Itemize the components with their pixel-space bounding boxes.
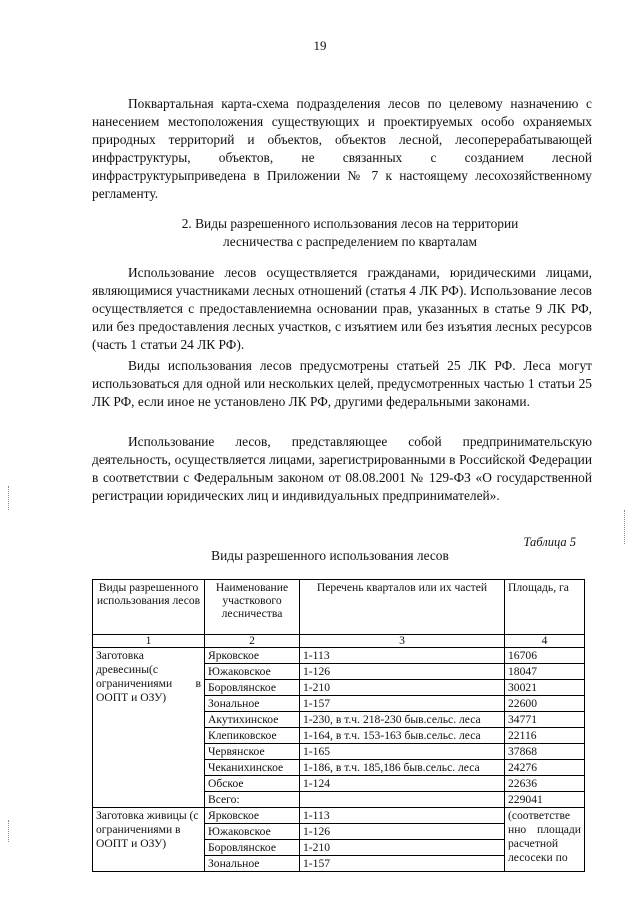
area-cell: 34771 (505, 712, 585, 728)
area-cell: 18047 (505, 664, 585, 680)
scan-margin-mark (8, 820, 11, 842)
column-number: 2 (205, 635, 300, 648)
column-number: 3 (300, 635, 505, 648)
forestry-cell: Ярковское (205, 648, 300, 664)
paragraph-forest-use: Использование лесов осуществляется гражданами, юридическими лицами, являющимися участниками лесных отношений (статья 4 ЛК РФ). Использование лесов осуществляется с предоставлениемна основании прав, указанных в статье 9 ЛК РФ, или без предоставления лесных участков, с изъятием или без изъятия лесных ресурсов (часть 1 статьи 24 ЛК РФ). (92, 265, 592, 352)
forest-use-table (92, 579, 585, 872)
table-title: Виды разрешенного использования лесов (211, 548, 449, 563)
forestry-cell: Акутихинское (205, 712, 300, 728)
column-number-row (93, 635, 585, 648)
quarters-cell: 1-210 (300, 680, 505, 696)
table-row (93, 648, 585, 664)
area-cell: 22116 (505, 728, 585, 744)
header-use-type: Виды разрешенного использования лесов (93, 580, 205, 635)
quarters-cell: 1-186, в т.ч. 185,186 быв.сельс. леса (300, 760, 505, 776)
quarters-cell: 1-210 (300, 840, 505, 856)
table-label: Таблица 5 (523, 535, 576, 549)
total-area-cell: 229041 (505, 792, 585, 808)
quarters-cell: 1-157 (300, 856, 505, 872)
quarters-cell: 1-157 (300, 696, 505, 712)
area-cell: 16706 (505, 648, 585, 664)
section-title (150, 215, 550, 251)
scan-margin-mark (8, 486, 11, 510)
quarters-cell: 1-126 (300, 824, 505, 840)
quarters-cell: 1-113 (300, 648, 505, 664)
table-row (93, 808, 585, 824)
forestry-cell: Зональное (205, 856, 300, 872)
area-cell: 24276 (505, 760, 585, 776)
header-area: Площадь, га (505, 580, 585, 635)
forestry-cell: Чеканихинское (205, 760, 300, 776)
forestry-cell: Червянское (205, 744, 300, 760)
forestry-cell: Южаковское (205, 664, 300, 680)
scan-margin-mark (624, 510, 627, 544)
area-cell: 22600 (505, 696, 585, 712)
header-forestry: Наименование участкового лесничества (205, 580, 300, 635)
paragraph-entrepreneurial: Использование лесов, представляющее собой предпринимательскую деятельность, осуществляется лицами, зарегистрированными в Российской Федерации в соответствии с Федеральным законом от 08.08.2001 № 129-ФЗ «О государственной регистрации юридических лиц и индивидуальных предпринимателей». (92, 434, 592, 503)
forestry-cell: Зональное (205, 696, 300, 712)
forestry-cell: Клепиковское (205, 728, 300, 744)
quarters-cell: 1-164, в т.ч. 153-163 быв.сельс. леса (300, 728, 505, 744)
table-header-row (93, 580, 585, 635)
area-cell: 30021 (505, 680, 585, 696)
paragraph-use-types: Виды использования лесов предусмотрены статьей 25 ЛК РФ. Леса могут использоваться для одной или нескольких целей, предусмотренных частью 1 статьи 25 ЛК РФ, если иное не установлено ЛК РФ, другими федеральными законами. (92, 358, 592, 409)
quarters-cell: 1-230, в т.ч. 218-230 быв.сельс. леса (300, 712, 505, 728)
section-title-line-2: лесничества с распределением по кварталам (223, 234, 477, 249)
quarters-cell (300, 792, 505, 808)
area-cell: 22636 (505, 776, 585, 792)
use-type-cell: Заготовка древесины(с ограничениями в ООПТ и ОЗУ) (93, 648, 205, 808)
quarters-cell: 1-113 (300, 808, 505, 824)
page-number: 19 (313, 38, 327, 53)
header-quarters: Перечень кварталов или их частей (300, 580, 505, 635)
paragraph-map-scheme: Поквартальная карта-схема подразделения лесов по целевому назначению с нанесением местоположения существующих и проектируемых особо охраняемых природных территорий и объектов, объектов лесной, лесоперерабатывающей инфраструктуры, объектов, не связанных с созданием лесной инфраструктурыприведена в Приложении № 7 к настоящему лесохозяйственному регламенту. (92, 96, 592, 201)
quarters-cell: 1-165 (300, 744, 505, 760)
column-number: 1 (93, 635, 205, 648)
forestry-cell: Боровлянское (205, 840, 300, 856)
area-note-cell: (соответстве нно площади расчетной лесосеки по (505, 808, 585, 872)
quarters-cell: 1-124 (300, 776, 505, 792)
total-label-cell: Всего: (205, 792, 300, 808)
use-type-cell: Заготовка живицы (с ограничениями в ООПТ и ОЗУ) (93, 808, 205, 872)
forestry-cell: Обское (205, 776, 300, 792)
forestry-cell: Боровлянское (205, 680, 300, 696)
section-title-line-1: 2. Виды разрешенного использования лесов на территории (181, 216, 519, 231)
forestry-cell: Южаковское (205, 824, 300, 840)
quarters-cell: 1-126 (300, 664, 505, 680)
forestry-cell: Ярковское (205, 808, 300, 824)
column-number: 4 (505, 635, 585, 648)
area-cell: 37868 (505, 744, 585, 760)
